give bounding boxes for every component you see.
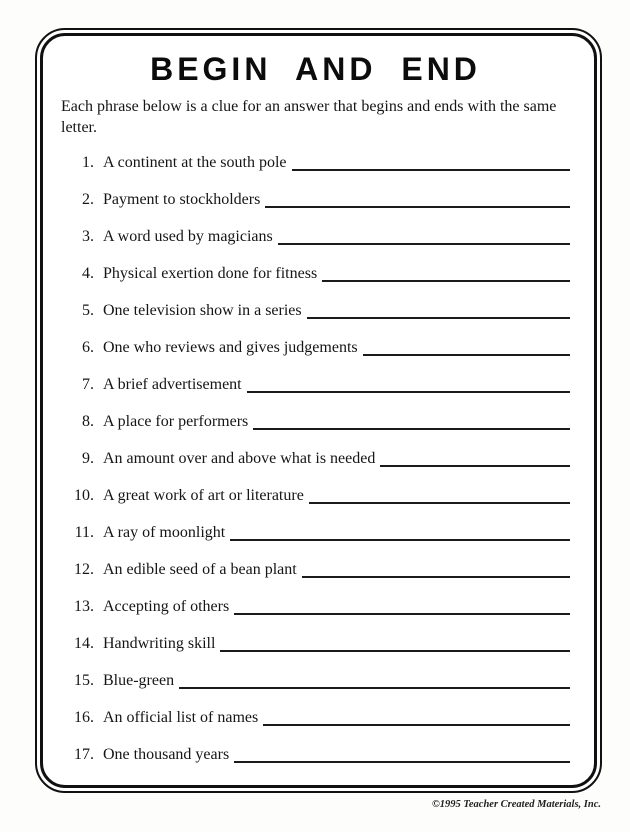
worksheet-item xyxy=(61,225,570,248)
worksheet-item xyxy=(61,262,570,285)
item-number: 3. xyxy=(82,228,94,245)
item-clue: A great work of art or literature xyxy=(103,487,304,504)
answer-blank[interactable] xyxy=(247,391,570,393)
answer-blank[interactable] xyxy=(292,169,570,171)
item-clue: Blue-green xyxy=(103,672,175,689)
instructions-text: Each phrase below is a clue for an answer that begins and ends with the same letter. xyxy=(61,98,557,136)
worksheet-item xyxy=(61,632,570,655)
answer-blank[interactable] xyxy=(263,724,570,726)
worksheet-item xyxy=(61,669,570,692)
item-clue: A brief advertisement xyxy=(103,376,242,393)
worksheet-item xyxy=(61,447,570,470)
worksheet-item xyxy=(61,558,570,581)
answer-blank[interactable] xyxy=(234,613,570,615)
worksheet-item xyxy=(61,188,570,211)
worksheet-title: BEGIN AND END xyxy=(150,50,481,88)
item-clue: A word used by magicians xyxy=(103,228,273,245)
answer-blank[interactable] xyxy=(179,687,570,689)
item-number: 12. xyxy=(74,561,94,578)
worksheet-item xyxy=(61,373,570,396)
item-number: 7. xyxy=(82,376,94,393)
item-clue: An edible seed of a bean plant xyxy=(103,561,297,578)
item-clue: One television show in a series xyxy=(103,302,302,319)
item-clue: A ray of moonlight xyxy=(103,524,226,541)
item-number: 15. xyxy=(74,672,94,689)
item-number: 13. xyxy=(74,598,94,615)
worksheet-item xyxy=(61,595,570,618)
item-number: 14. xyxy=(74,635,94,652)
item-number: 4. xyxy=(82,265,94,282)
answer-blank[interactable] xyxy=(265,206,570,208)
worksheet-item xyxy=(61,706,570,729)
worksheet-item xyxy=(61,743,570,766)
answer-blank[interactable] xyxy=(253,428,570,430)
item-clue: An amount over and above what is needed xyxy=(103,450,376,467)
item-clue: One who reviews and gives judgements xyxy=(103,339,358,356)
item-number: 11. xyxy=(74,524,94,541)
worksheet-item xyxy=(61,336,570,359)
worksheet-item xyxy=(61,151,570,174)
item-number: 16. xyxy=(74,709,94,726)
item-number: 17. xyxy=(74,746,94,763)
answer-blank[interactable] xyxy=(380,465,570,467)
worksheet-item xyxy=(61,299,570,322)
inner-border-frame xyxy=(40,33,597,788)
clue-list xyxy=(61,151,570,766)
answer-blank[interactable] xyxy=(309,502,570,504)
item-clue: Physical exertion done for fitness xyxy=(103,265,318,282)
item-number: 2. xyxy=(82,191,94,208)
answer-blank[interactable] xyxy=(230,539,570,541)
item-number: 1. xyxy=(82,154,94,171)
answer-blank[interactable] xyxy=(363,354,570,356)
answer-blank[interactable] xyxy=(234,761,570,763)
answer-blank[interactable] xyxy=(307,317,570,319)
item-clue: Payment to stockholders xyxy=(103,191,261,208)
item-clue: Handwriting skill xyxy=(103,635,216,652)
item-clue: Accepting of others xyxy=(103,598,230,615)
answer-blank[interactable] xyxy=(322,280,570,282)
item-number: 6. xyxy=(82,339,94,356)
item-number: 10. xyxy=(74,487,94,504)
item-number: 8. xyxy=(82,413,94,430)
answer-blank[interactable] xyxy=(278,243,570,245)
outer-border-frame xyxy=(35,28,602,793)
answer-blank[interactable] xyxy=(302,576,570,578)
item-clue: A continent at the south pole xyxy=(103,154,287,171)
item-clue: A place for performers xyxy=(103,413,249,430)
copyright-notice: ©1995 Teacher Created Materials, Inc. xyxy=(431,799,601,810)
answer-blank[interactable] xyxy=(220,650,570,652)
item-clue: One thousand years xyxy=(103,746,230,763)
worksheet-item xyxy=(61,484,570,507)
item-number: 5. xyxy=(82,302,94,319)
item-number: 9. xyxy=(82,450,94,467)
item-clue: An official list of names xyxy=(103,709,259,726)
worksheet-item xyxy=(61,521,570,544)
worksheet-item xyxy=(61,410,570,433)
